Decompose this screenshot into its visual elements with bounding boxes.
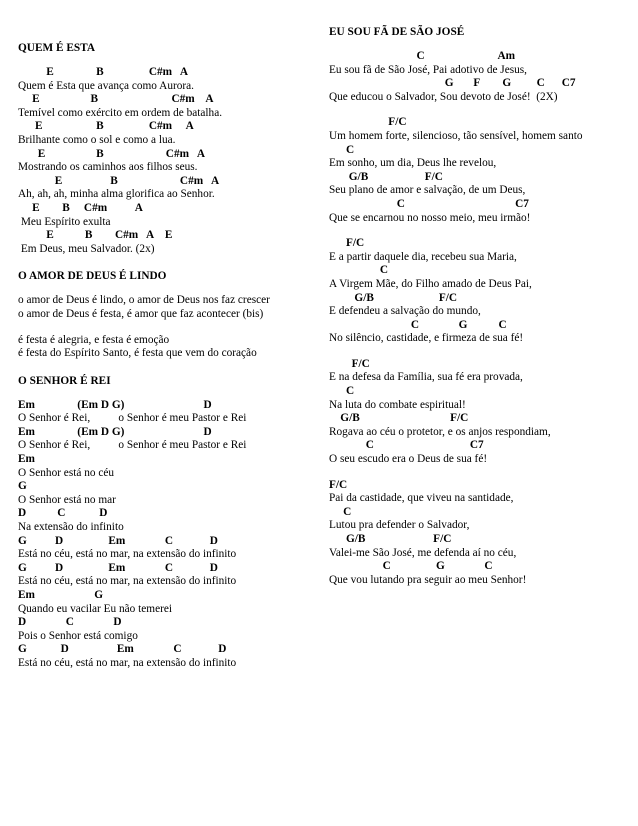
chord-line: E B C#m A E xyxy=(18,229,173,242)
chord-line: E B C#m A xyxy=(18,201,143,214)
lyric-line: Que vou lutando pra seguir ao meu Senhor! xyxy=(329,573,527,586)
lyric-line: Rogava ao céu o protetor, e os anjos respondiam, xyxy=(329,425,551,438)
lyric-line: O Senhor está no céu xyxy=(18,466,114,479)
lyric-line: Seu plano de amor e salvação, de um Deus, xyxy=(329,184,526,197)
chord-line: D C D xyxy=(18,507,108,520)
chord-line: Em G xyxy=(18,589,104,601)
chord-line: C G C xyxy=(329,560,493,573)
lyric-line: Um homem forte, silencioso, tão sensível, homem santo xyxy=(329,129,583,142)
chord-line: C Am xyxy=(329,50,516,62)
chord-line: E B C#m A xyxy=(18,66,189,78)
lyric-line: Na extensão do infinito xyxy=(18,521,124,534)
chord-line: G/B F/C xyxy=(329,170,443,183)
lyric-line: E a partir daquele dia, recebeu sua Maria, xyxy=(329,250,517,263)
chord-line: G D Em C D xyxy=(18,643,227,656)
song-o-senhor-e-rei xyxy=(18,399,318,671)
chord-line: F/C xyxy=(329,116,407,129)
chord-line: F/C xyxy=(329,357,370,370)
lyric-line: Que se encarnou no nosso meio, meu irmão! xyxy=(329,211,531,224)
lyric-line: E na defesa da Família, sua fé era provada, xyxy=(329,371,523,384)
stanza xyxy=(329,50,629,104)
chord-line: C G C xyxy=(329,318,507,331)
chord-line: E B C#m A xyxy=(18,174,220,187)
chord-line: G D Em C D xyxy=(18,561,218,574)
chord-line: G/B F/C xyxy=(329,291,458,304)
lyric-line: Pois o Senhor está comigo xyxy=(18,629,138,642)
lyric-line: o amor de Deus é lindo, o amor de Deus nos faz crescer xyxy=(18,294,270,307)
chord-line: Em (Em D G) D xyxy=(18,425,212,438)
lyric-line: Em Deus, meu Salvador. (2x) xyxy=(18,242,155,255)
lyric-line: Está no céu, está no mar, na extensão do infinito xyxy=(18,548,237,561)
chord-line: G xyxy=(18,480,27,493)
lyric-line: Na luta do combate espiritual! xyxy=(329,398,466,411)
chord-line: C C7 xyxy=(329,197,529,210)
chord-line: D C D xyxy=(18,616,122,629)
song-quem-e-esta xyxy=(18,66,318,256)
lyric-line: Está no céu, está no mar, na extensão do infinito xyxy=(18,656,237,669)
song-title-o-senhor-e-rei: O SENHOR É REI xyxy=(18,374,111,387)
lyric-line: O Senhor é Rei, o Senhor é meu Pastor e Rei xyxy=(18,439,247,452)
chord-line: C xyxy=(329,143,355,156)
chord-line: G D Em C D xyxy=(18,534,218,547)
song-title-o-amor-de-deus: O AMOR DE DEUS É LINDO xyxy=(18,270,167,283)
song-title-eu-sou-fa: EU SOU FÃ DE SÃO JOSÉ xyxy=(329,26,465,38)
chord-line: Em xyxy=(18,453,35,466)
right-column xyxy=(329,0,629,587)
lyric-line: Eu sou fã de São José, Pai adotivo de Jesus, xyxy=(329,63,527,76)
lyric-line: E defendeu a salvação do mundo, xyxy=(329,305,481,318)
lyric-line: Ah, ah, ah, minha alma glorifica ao Senhor. xyxy=(18,188,215,201)
lyric-line: Meu Espírito exulta xyxy=(18,215,111,228)
lyric-line: Lutou pra defender o Salvador, xyxy=(329,519,470,532)
chord-line: E B C#m A xyxy=(18,120,194,133)
lyric-line: Valei-me São José, me defenda aí no céu, xyxy=(329,546,517,559)
chord-line: G F G C C7 xyxy=(329,77,576,90)
lyric-line: Brilhante como o sol e como a lua. xyxy=(18,133,176,146)
lyric-line: No silêncio, castidade, e firmeza de sua fé! xyxy=(329,332,524,345)
stanza xyxy=(329,479,629,588)
chord-line: C xyxy=(329,505,352,518)
chord-line: G/B F/C xyxy=(329,412,469,425)
chord-line: Em (Em D G) D xyxy=(18,398,212,411)
chord-line: C C7 xyxy=(329,439,484,452)
stanza xyxy=(329,116,629,225)
song-o-amor-de-deus xyxy=(18,294,318,360)
lyric-line: Quem é Esta que avança como Aurora. xyxy=(18,79,194,92)
chord-line: F/C xyxy=(329,478,348,491)
lyric-line: Pai da castidade, que viveu na santidade, xyxy=(329,492,514,505)
lyric-line: é festa é alegria, e festa é emoção xyxy=(18,333,170,346)
lyric-line: Quando eu vacilar Eu não temerei xyxy=(18,602,173,615)
chord-line: C xyxy=(329,264,388,277)
stanza xyxy=(329,358,629,467)
lyric-line: Que educou o Salvador, Sou devoto de José! (2X) xyxy=(329,90,558,103)
chord-line: F/C xyxy=(329,237,365,250)
chord-line: E B C#m A xyxy=(18,93,214,106)
lyric-line: Mostrando os caminhos aos filhos seus. xyxy=(18,161,198,174)
lyric-line: Está no céu, está no mar, na extensão do infinito xyxy=(18,575,237,588)
lyric-line: Temível como exército em ordem de batalha. xyxy=(18,106,223,119)
song-eu-sou-fa xyxy=(329,50,629,587)
lyric-line: A Virgem Mãe, do Filho amado de Deus Pai, xyxy=(329,277,532,290)
lyric-line: Em sonho, um dia, Deus lhe revelou, xyxy=(329,157,497,170)
song-title-quem-e-esta: QUEM É ESTA xyxy=(18,42,95,54)
chord-line: G/B F/C xyxy=(329,533,452,545)
lyric-line: é festa do Espírito Santo, é festa que vem do coração xyxy=(18,347,257,360)
stanza xyxy=(329,237,629,346)
lyric-line: O Senhor é Rei, o Senhor é meu Pastor e Rei xyxy=(18,412,247,425)
lyric-line: O seu escudo era o Deus de sua fé! xyxy=(329,453,488,466)
chord-line: E B C#m A xyxy=(18,147,206,160)
lyric-line: o amor de Deus é festa, é amor que faz acontecer (bis) xyxy=(18,307,264,320)
lyric-line: O Senhor está no mar xyxy=(18,493,116,506)
left-column xyxy=(18,0,318,671)
chord-line: C xyxy=(329,385,355,398)
